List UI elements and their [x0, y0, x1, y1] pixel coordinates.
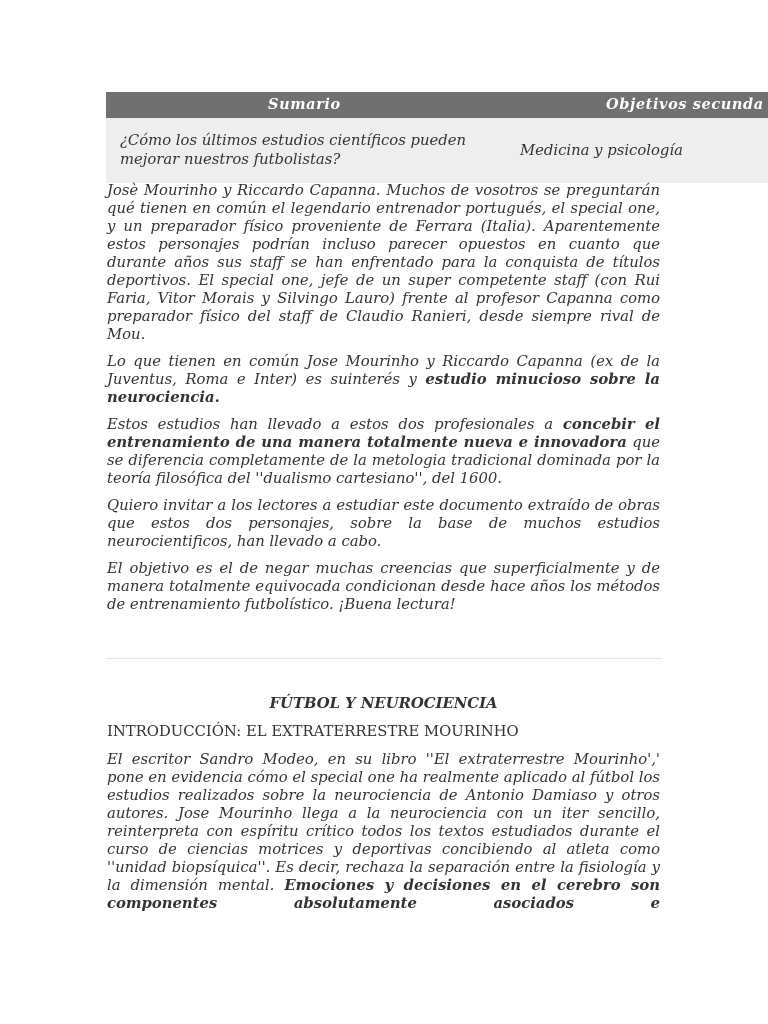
- summary-table-row: [106, 118, 768, 183]
- summary-header-sumario: Sumario: [268, 96, 341, 113]
- article-title: FÚTBOL Y NEUROCIENCIA: [269, 695, 498, 712]
- summary-header-objetivos: Objetivos secunda: [606, 96, 764, 113]
- article-subtitle: INTRODUCCIÓN: EL EXTRATERRESTRE MOURINHO: [107, 723, 519, 740]
- article-body-text: El escritor Sandro Modeo, en su libro ''El extraterrestre Mourinho',' pone en evidencia cómo el special one ha realmente aplicado al fútbol los estudios realizados sobre la neurociencia de Antonio Damiaso y otros autores. Jose Mourinho llega a la neurociencia con un iter sencillo, reinterpreta con espíritu crítico todos los textos estudiados durante el curso de ciencias motrices y deportivas concibiendo al atleta como ''unidad biopsíquica''. Es decir, rechaza la separación entre la fisiología y la dimensión mental.: [107, 751, 660, 894]
- summary-cell-question: ¿Cómo los últimos estudios científicos pueden mejorar nuestros futbolistas?: [120, 132, 467, 168]
- intro-paragraph-4: Quiero invitar a los lectores a estudiar este documento extraído de obras que estos dos personajes, sobre la base de muchos estudios neurocientificos, han llevado a cabo.: [107, 497, 660, 550]
- intro-paragraph-3-text-b: que se diferencia completamente de la metologia tradicional dominada por la teoría filosófica del ''dualismo cartesiano'', del 1600.: [107, 434, 661, 487]
- intro-paragraph-2-emphasis: estudio minucioso sobre la neurociencia.: [107, 371, 660, 406]
- summary-table: [106, 92, 768, 183]
- article-section: [107, 695, 660, 913]
- intro-paragraph-2-text: Lo que tienen en común Jose Mourinho y Riccardo Capanna (ex de la Juventus, Roma e Inter) es suinterés y: [107, 353, 660, 388]
- intro-paragraph-3-text-a: Estos estudios han llevado a estos dos profesionales a: [107, 416, 563, 433]
- intro-paragraph-2: [107, 353, 660, 407]
- intro-paragraph-3: [107, 416, 660, 488]
- intro-paragraph-1: Josè Mourinho y Riccardo Capanna. Muchos de vosotros se preguntarán qué tienen en común el legendario entrenador portugués, el special one, y un preparador físico proveniente de Ferrara (Italia). Aparentemente estos personajes podrían incluso parecer opuestos en cuanto que durante años sus staff se han enfrentado para la conquista de títulos deportivos. El special one, jefe de un super competente staff (con Rui Faria, Vitor Morais y Silvingo Lauro) frente al profesor Capanna como preparador físico del staff de Claudio Ranieri, desde siempre rival de Mou.: [107, 182, 660, 343]
- intro-paragraph-5: El objetivo es el de negar muchas creencias que superficialmente y de manera totalmente equivocada condicionan desde hace años los métodos de entrenamiento futbolístico. ¡Buena lectura!: [107, 560, 660, 613]
- article-body-emphasis: Emociones y decisiones en el cerebro son componentes absolutamente asociados e: [107, 877, 660, 912]
- summary-table-header: [106, 92, 768, 118]
- article-body: [107, 751, 660, 913]
- section-divider: [106, 658, 662, 659]
- intro-paragraph-3-emphasis: concebir el entrenamiento de una manera totalmente nueva e innovadora: [107, 416, 660, 451]
- intro-text: [107, 182, 660, 623]
- summary-cell-topic: Medicina y psicología: [520, 142, 683, 159]
